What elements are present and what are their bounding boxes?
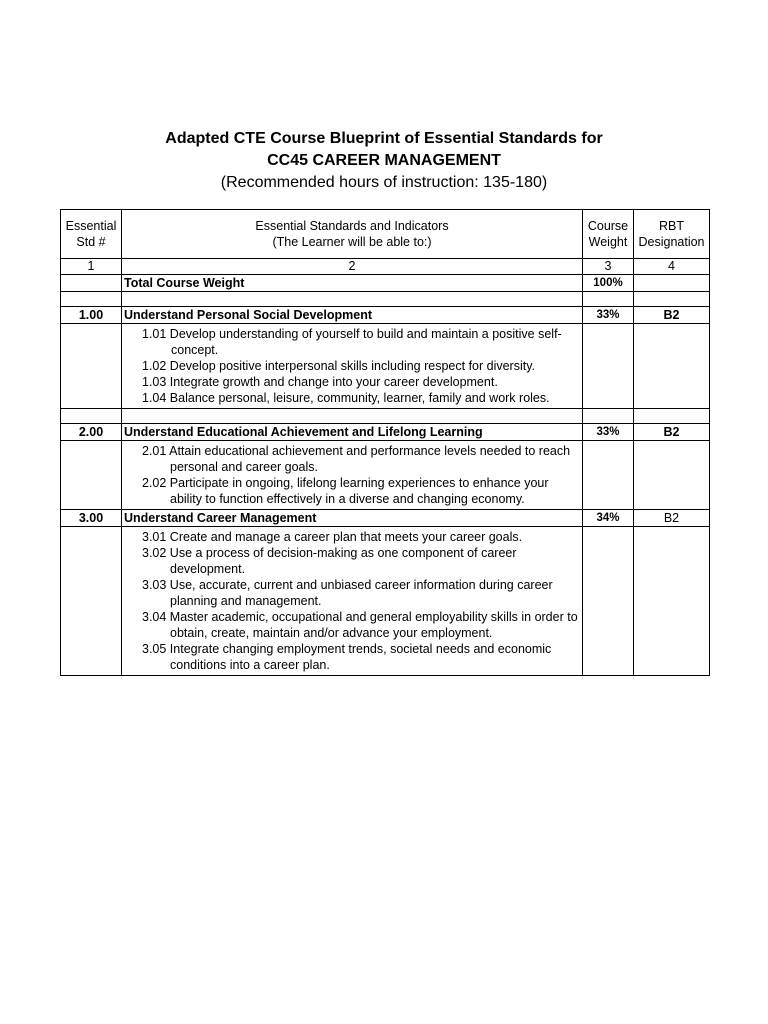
standard-title: Understand Educational Achievement and Lifelong Learning xyxy=(122,424,583,441)
document-title-block xyxy=(0,128,768,194)
column-number: 2 xyxy=(122,259,583,275)
standard-row xyxy=(61,307,710,324)
total-weight: 100% xyxy=(583,275,634,292)
blueprint-table xyxy=(60,209,710,676)
indicator: 3.03 Use, accurate, current and unbiased career information during career planning and management. xyxy=(142,578,553,608)
total-label: Total Course Weight xyxy=(122,275,583,292)
header-rbt: RBT Designation xyxy=(634,210,710,259)
column-number-row xyxy=(61,259,710,275)
indicator: 1.01 Develop understanding of yourself to build and maintain a positive self-concept. xyxy=(142,327,562,357)
indicators-row xyxy=(61,324,710,409)
indicator: 3.04 Master academic, occupational and general employability skills in order to obtain, create, maintain and/or advance your employment. xyxy=(142,610,578,640)
header-std-number: Essential Std # xyxy=(61,210,122,259)
column-number: 4 xyxy=(634,259,710,275)
header-course-weight: Course Weight xyxy=(583,210,634,259)
standard-number: 1.00 xyxy=(61,307,122,324)
indicator: 3.02 Use a process of decision-making as one component of career development. xyxy=(142,546,517,576)
column-number: 3 xyxy=(583,259,634,275)
indicator: 3.01 Create and manage a career plan that meets your career goals. xyxy=(142,530,523,544)
header-standards-line1: Essential Standards and Indicators xyxy=(255,219,449,233)
indicator: 2.01 Attain educational achievement and performance levels needed to reach personal and career goals. xyxy=(142,444,571,474)
spacer-row xyxy=(61,409,710,424)
column-number: 1 xyxy=(61,259,122,275)
spacer-row xyxy=(61,292,710,307)
indicator: 1.03 Integrate growth and change into your career development. xyxy=(142,375,498,389)
indicator: 1.04 Balance personal, leisure, community, learner, family and work roles. xyxy=(142,391,550,405)
standard-row xyxy=(61,424,710,441)
course-name: CC45 CAREER MANAGEMENT xyxy=(267,152,501,169)
indicators-row xyxy=(61,441,710,510)
indicators-cell xyxy=(122,324,583,409)
indicators-row xyxy=(61,527,710,676)
standard-rbt: B2 xyxy=(634,510,710,527)
standard-rbt: B2 xyxy=(634,307,710,324)
recommended-hours: (Recommended hours of instruction: 135-180) xyxy=(220,174,548,191)
standard-title: Understand Personal Social Development xyxy=(122,307,583,324)
standard-row xyxy=(61,510,710,527)
indicators-cell xyxy=(122,441,583,510)
header-standards xyxy=(122,210,583,259)
indicator: 3.05 Integrate changing employment trends, societal needs and economic conditions into a career plan. xyxy=(142,642,552,672)
indicator: 2.02 Participate in ongoing, lifelong learning experiences to enhance your ability to function effectively in a diverse and changing economy. xyxy=(142,476,549,506)
total-row xyxy=(61,275,710,292)
standard-weight: 33% xyxy=(583,424,634,441)
standard-number: 2.00 xyxy=(61,424,122,441)
indicators-cell xyxy=(122,527,583,676)
header-row xyxy=(61,210,710,259)
header-standards-line2: (The Learner will be able to:) xyxy=(272,235,432,249)
document-title: Adapted CTE Course Blueprint of Essential Standards for xyxy=(165,130,603,147)
standard-weight: 34% xyxy=(583,510,634,527)
standard-weight: 33% xyxy=(583,307,634,324)
standard-rbt: B2 xyxy=(634,424,710,441)
standard-number: 3.00 xyxy=(61,510,122,527)
indicator: 1.02 Develop positive interpersonal skills including respect for diversity. xyxy=(142,359,536,373)
standard-title: Understand Career Management xyxy=(122,510,583,527)
